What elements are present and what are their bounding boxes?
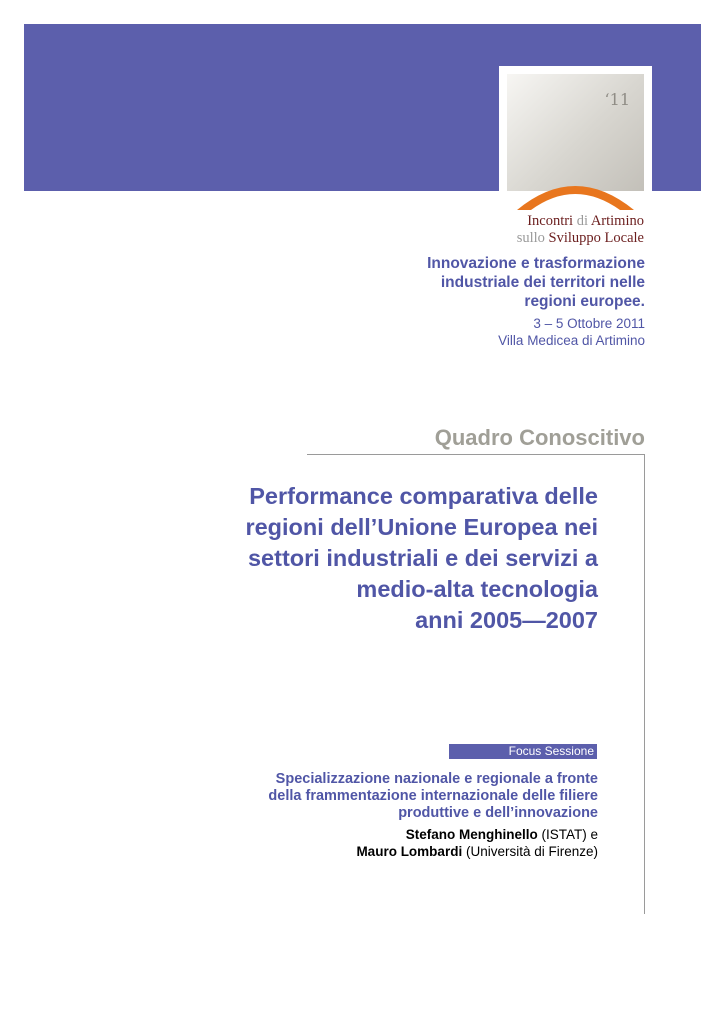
conference-title-line: Innovazione e trasformazione xyxy=(427,255,645,272)
authors xyxy=(198,826,598,860)
conference-date: 3 – 5 Ottobre 2011 xyxy=(533,316,645,331)
conference-title-line: regioni europee. xyxy=(524,293,645,310)
arch-logo-icon xyxy=(507,168,644,216)
main-title-line: Performance comparativa delle xyxy=(249,483,598,509)
divider-vertical xyxy=(644,454,645,914)
session-title xyxy=(198,771,598,822)
main-title-line: regioni dell’Unione Europea nei xyxy=(245,514,598,540)
author-name: Mauro Lombardi xyxy=(356,844,463,859)
main-title xyxy=(138,481,598,636)
main-title-line: settori industriali e dei servizi a xyxy=(247,545,598,571)
divider-horizontal xyxy=(307,454,645,455)
logo-word-sullo: sullo xyxy=(516,230,549,246)
session-title-line: della frammentazione internazionale delle filiere xyxy=(268,788,598,804)
logo-line-2 xyxy=(507,230,644,247)
logo-line-1 xyxy=(507,213,644,230)
logo-word-artimino: Artimino xyxy=(590,213,644,229)
author-affiliation: (Università di Firenze) xyxy=(462,844,598,859)
focus-session-bar xyxy=(449,744,597,759)
author-affiliation: (ISTAT) e xyxy=(537,827,598,842)
main-title-line: anni 2005—2007 xyxy=(415,607,598,633)
author-line xyxy=(198,843,598,860)
arch-shape xyxy=(517,186,634,210)
conference-venue: Villa Medicea di Artimino xyxy=(498,333,645,348)
author-line xyxy=(198,826,598,843)
logo-year: ‘11 xyxy=(604,90,630,109)
logo-text xyxy=(507,213,644,247)
conference-title xyxy=(345,254,645,311)
logo-word-incontri: Incontri xyxy=(527,213,574,229)
session-title-line: produttive e dell’innovazione xyxy=(398,805,598,821)
main-title-line: medio-alta tecnologia xyxy=(356,576,598,602)
session-title-line: Specializzazione nazionale e regionale a fronte xyxy=(275,771,598,787)
focus-session-label: Focus Sessione xyxy=(508,744,594,758)
logo-word-di: di xyxy=(573,213,591,229)
conference-title-line: industriale dei territori nelle xyxy=(440,274,645,291)
conference-info xyxy=(345,315,645,349)
section-label: Quadro Conoscitivo xyxy=(434,425,645,450)
logo-word-sviluppo: Sviluppo Locale xyxy=(548,230,644,246)
author-name: Stefano Menghinello xyxy=(405,827,538,842)
